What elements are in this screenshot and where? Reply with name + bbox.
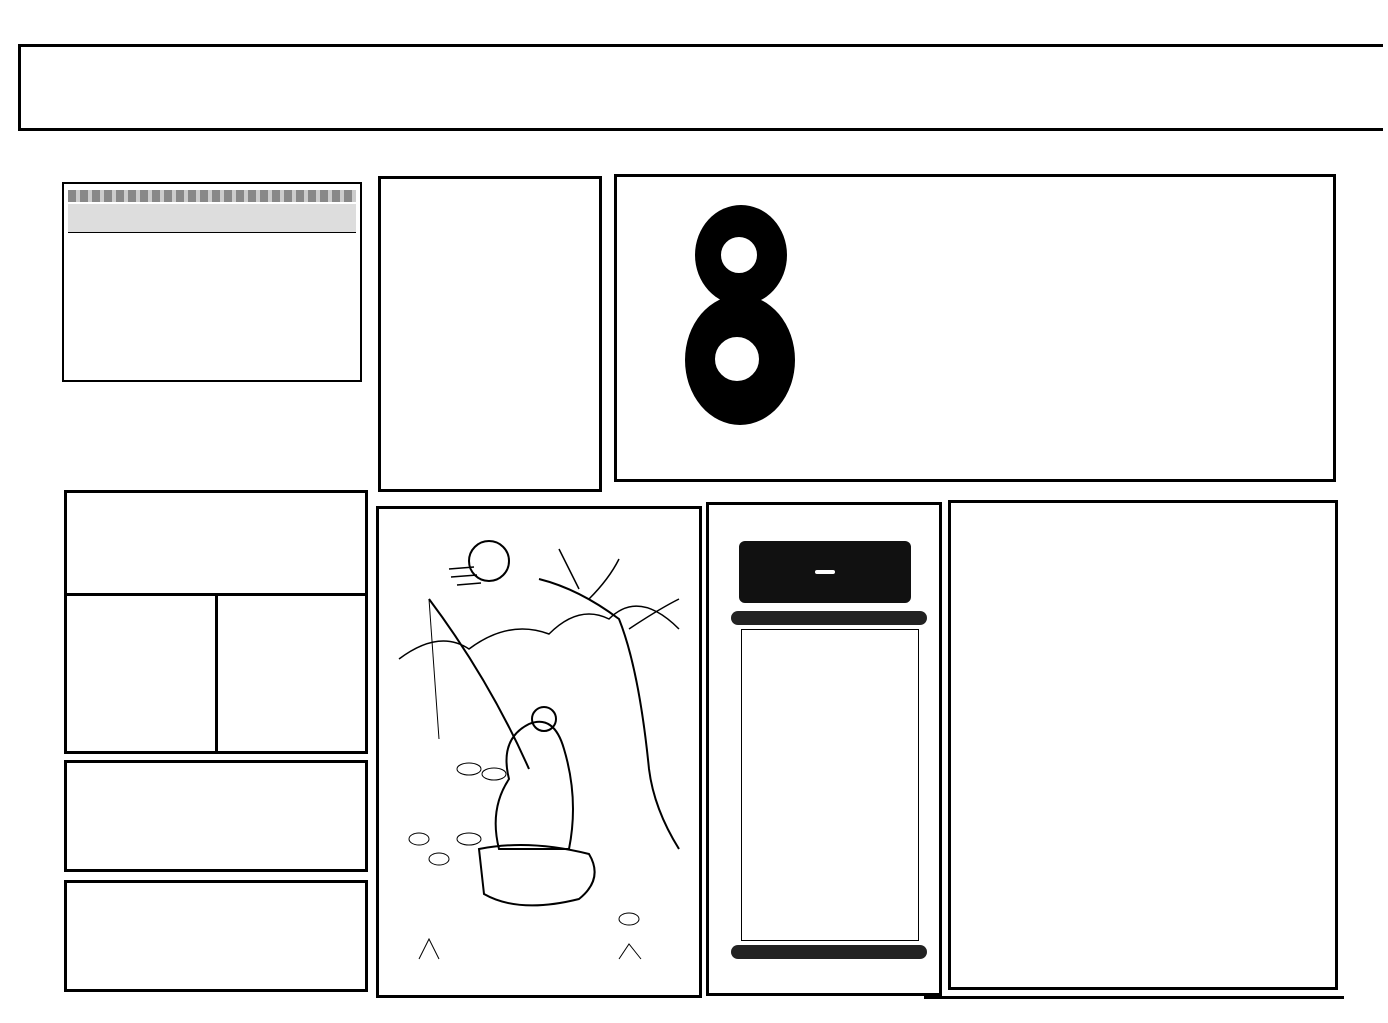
col-header [140,204,212,233]
main-banner [614,174,1336,482]
banner-ball-2 [713,335,761,383]
fishing-illustration [376,506,702,998]
bottom-rule [924,996,1344,999]
header-border [18,44,1383,47]
scroll-bottom-rod [731,945,927,959]
table-top-pattern [68,190,356,202]
scroll-top-rod [731,611,927,625]
analysis-box [948,500,1338,990]
numbers-box [64,760,368,872]
col-header [284,204,356,233]
col-header [212,204,284,233]
stats-table-box [62,182,362,382]
banner-ball-1 [719,235,759,275]
scroll-title-plate [739,541,911,603]
open-right [218,596,366,754]
open-heading [67,493,365,596]
scroll-title [815,570,835,574]
open-left [67,596,218,754]
right-analysis-text [1173,599,1338,899]
mark-six-strip-right [1346,160,1372,1010]
left-analysis-text [963,599,1158,899]
frame-left-edge [18,44,21,130]
banner-ball-shape [685,205,795,425]
fisherman-drawing [379,509,699,995]
stats-table [68,204,356,233]
scroll-paper [741,629,919,941]
scroll-box [706,502,942,996]
col-header [68,204,140,233]
treasure-box [378,176,602,492]
gift-box [64,880,368,992]
header-divider [18,128,1383,131]
mark-six-strip-left [28,180,54,1010]
open-box [64,490,368,754]
